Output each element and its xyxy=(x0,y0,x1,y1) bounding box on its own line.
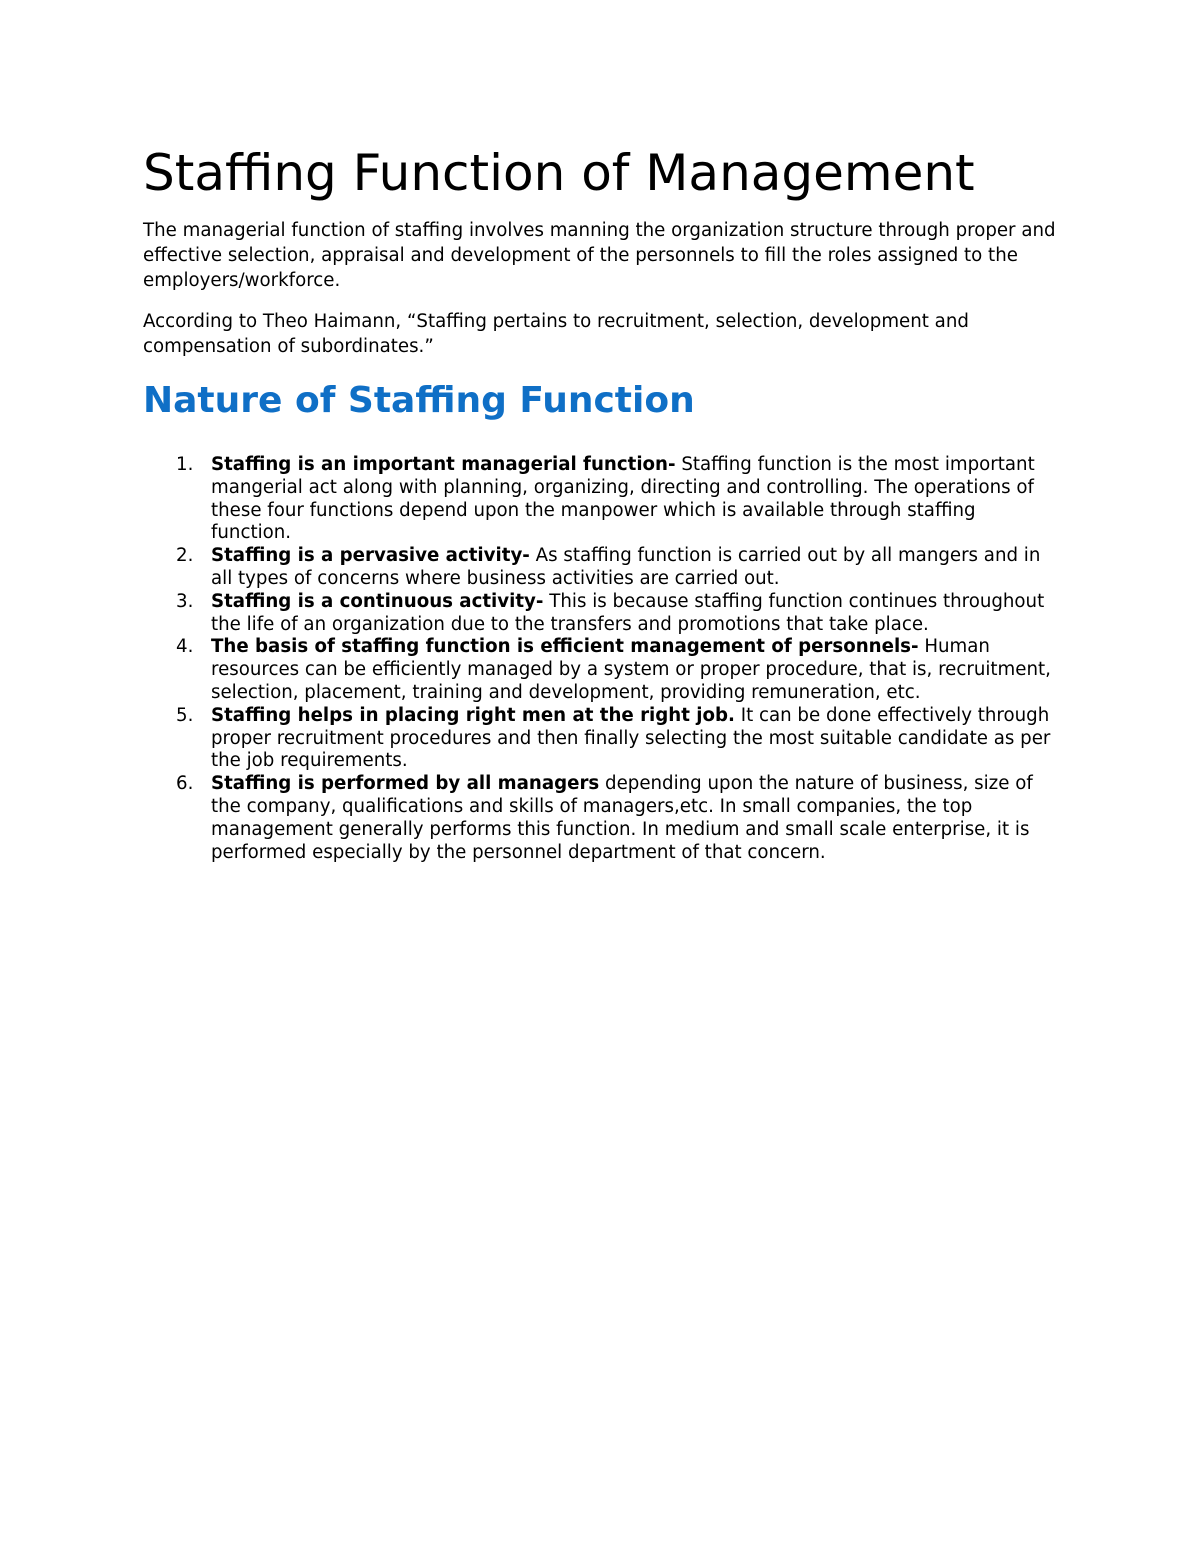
list-item xyxy=(143,773,1058,864)
list-item xyxy=(143,545,1058,591)
list-item-text: As staffing function is carried out by all mangers and in all types of concerns where business activities are carried out. xyxy=(211,545,1041,589)
list-item-term: Staffing is a continuous activity- xyxy=(211,590,544,612)
list-item-term: Staffing is an important managerial function- xyxy=(211,454,676,475)
intro-paragraph: The managerial function of staffing involves manning the organization structure through proper and effective selection, appraisal and development of the personnels to fill the roles assigned to the employers/workforce. xyxy=(143,220,1056,291)
list-item-text: This is because staffing function continues throughout the life of an organization due to the transfers and promotions that take place. xyxy=(211,590,1045,635)
list-item-number: 2. xyxy=(176,545,194,567)
list-item-number: 1. xyxy=(176,454,194,475)
page-title: Staffing Function of Management xyxy=(143,144,975,202)
list-item-text: depending upon the nature of business, size of the company, qualifications and skills of managers,etc. In small companies, the top management generally performs this function. In medium and small scale enterprise, it is performed especially by the personnel department of that concern. xyxy=(211,773,1033,863)
list-item xyxy=(143,705,1058,773)
list-item-number: 4. xyxy=(176,636,194,658)
list-item-number: 6. xyxy=(176,773,194,795)
list-item-term: Staffing helps in placing right men at the right job. xyxy=(211,704,735,726)
list-item-text: It can be done effectively through proper recruitment procedures and then finally selecting the most suitable candidate as per the job requirements. xyxy=(211,704,1051,772)
list-item-text: Staffing function is the most important mangerial act along with planning, organizing, directing and controlling. The operations of these four functions depend upon the manpower which is available through staffing function. xyxy=(211,454,1035,544)
list-item-text: Human resources can be efficiently managed by a system or proper procedure, that is, recruitment, selection, placement, training and development, providing remuneration, etc. xyxy=(211,636,1051,703)
list-item xyxy=(143,454,1058,545)
list-item-number: 5. xyxy=(176,704,194,726)
list-item xyxy=(143,591,1058,637)
list-item-term: Staffing is a pervasive activity- xyxy=(211,545,530,567)
list-item-number: 3. xyxy=(176,590,194,612)
section-heading: Nature of Staffing Function xyxy=(143,380,695,421)
nature-list xyxy=(143,454,1058,864)
list-item xyxy=(143,636,1058,704)
list-item-term: The basis of staffing function is efficient management of personnels- xyxy=(211,636,919,658)
list-item-term: Staffing is performed by all managers xyxy=(211,773,600,795)
quote-paragraph: According to Theo Haimann, “Staffing pertains to recruitment, selection, development and compensation of subordinates.” xyxy=(143,311,969,357)
